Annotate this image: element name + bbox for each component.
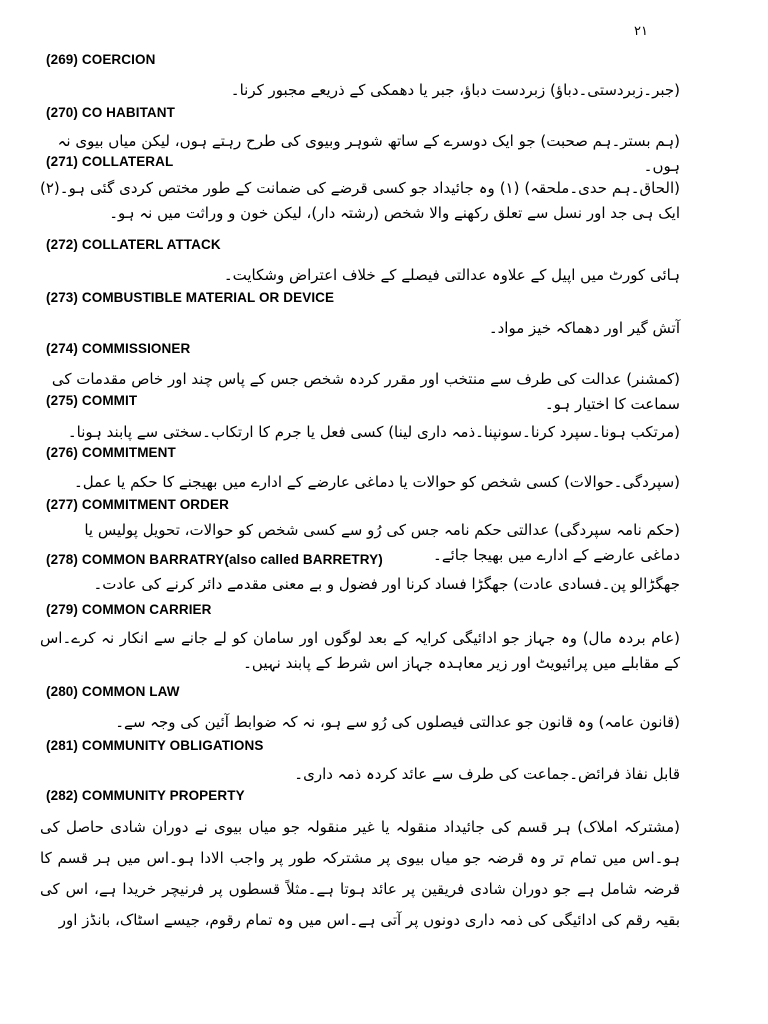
- entry-definition: (ہم بستر۔ہم صحبت) جو ایک دوسرے کے ساتھ شوہر وبیوی کی طرح رہتے ہوں، لیکن میاں بیوی نہ ہوں۔: [57, 132, 680, 175]
- entry-heading: (277) COMMITMENT ORDER: [46, 497, 229, 512]
- entry-heading: (275) COMMIT: [46, 393, 138, 408]
- entry-heading: (280) COMMON LAW: [46, 684, 180, 699]
- entry-heading: (272) COLLATERL ATTACK: [46, 237, 221, 252]
- entry-definition: (عام بردہ مال) وہ جہاز جو ادائیگی کرایہ کے بعد لوگوں اور سامان کو لے جانے سے انکار نہ کرے۔اس کے مقابلے میں پرائیویٹ اور زیر معاہدہ جہاز اس شرط کے پابند نہیں۔: [40, 629, 680, 672]
- entry-definition: (جبر۔زبردستی۔دباؤ) زبردست دباؤ، جبر یا دھمکی کے ذریعے مجبور کرنا۔: [230, 81, 680, 99]
- page-number: ۲۱: [634, 24, 648, 39]
- entry-definition: (سپردگی۔حوالات) کسی شخص کو حوالات یا دماغی عارضے کے ادارے میں بھیجنے کا حکم یا عمل۔: [74, 473, 680, 491]
- entry-definition: (کمشنر) عدالت کی طرف سے منتخب اور مقرر کردہ شخص جس کے پاس چند اور خاص مقدمات کی سماعت کا اختیار ہو۔: [51, 370, 680, 413]
- entry-heading: (279) COMMON CARRIER: [46, 602, 212, 617]
- entry-definition: (قانون عامہ) وہ قانون جو عدالتی فیصلوں کی رُو سے ہو، نہ کہ ضوابط آئین کی وجہ سے۔: [115, 713, 680, 731]
- entry-heading: (281) COMMUNITY OBLIGATIONS: [46, 738, 264, 753]
- entry-heading: (271) COLLATERAL: [46, 154, 174, 169]
- entry-heading: (282) COMMUNITY PROPERTY: [46, 788, 245, 803]
- entry-heading: (278) COMMON BARRATRY(also called BARRETRY): [46, 552, 383, 567]
- entry-definition: آتش گیر اور دھماکہ خیز مواد۔: [488, 319, 680, 337]
- entry-definition: (مشترکہ املاک) ہر قسم کی جائیداد منقولہ یا غیر منقولہ جو میاں بیوی نے دوران شادی حاصل کی ہو۔اس میں تمام تر وہ قرضہ جو میاں بیوی پر مشترکہ طور پر واجب الادا ہو۔اس میں ہر قسم کا قرضہ شامل ہے جو دوران شادی فریقین پر عائد ہوتا ہے۔مثلاً قسطوں پر فرنیچر خریدا ہے، اس کی بقیہ رقم کی ادائیگی کی ذمہ داری دونوں پر آتی ہے۔اس میں وہ تمام رقوم، جیسے اسٹاک، بانڈز اور: [40, 818, 680, 929]
- entry-heading: (276) COMMITMENT: [46, 445, 176, 460]
- entry-heading: (269) COERCION: [46, 52, 156, 67]
- entry-definition: جھگڑالو پن۔فسادی عادت) جھگڑا فساد کرنا اور فضول و بے معنی مقدمے دائر کرنے کی عادت۔: [93, 575, 680, 593]
- entry-heading: (270) CO HABITANT: [46, 105, 175, 120]
- entry-definition: ہائی کورٹ میں اپیل کے علاوہ عدالتی فیصلے کے خلاف اعتراض وشکایت۔: [223, 266, 680, 284]
- entry-definition: (مرتکب ہونا۔سپرد کرنا۔سونپنا۔ذمہ داری لینا) کسی فعل یا جرم کا ارتکاب۔سختی سے پابند ہونا۔: [67, 423, 680, 441]
- entry-heading: (274) COMMISSIONER: [46, 341, 191, 356]
- entry-definition: (الحاق۔ہم حدی۔ملحقہ) (۱) وہ جائیداد جو کسی قرضے کی ضمانت کے طور مختص کردی گئی ہو۔(۲) ایک ہی جد اور نسل سے تعلق رکھنے والا شخص (رشتہ دار)، لیکن خون و وراثت میں نہ ہو۔: [40, 179, 680, 222]
- entry-heading: (273) COMBUSTIBLE MATERIAL OR DEVICE: [46, 290, 335, 305]
- entry-definition: (حکم نامہ سپردگی) عدالتی حکم نامہ جس کی رُو سے کسی شخص کو حوالات، تحویل پولیس یا دماغی عارضے کے ادارے میں بھیجا جائے۔: [84, 521, 680, 564]
- entry-definition: قابل نفاذ فرائض۔جماعت کی طرف سے عائد کردہ ذمہ داری۔: [294, 765, 680, 783]
